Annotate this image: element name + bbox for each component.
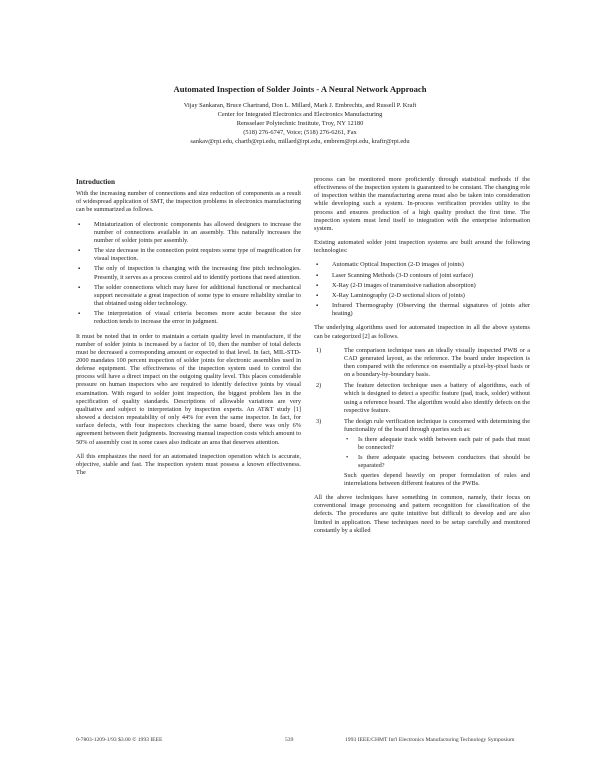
item-text: The design rule verification technique is concerned with determining the functionality of the board through queries such as: xyxy=(344,417,530,434)
list-item: ▪ Automatic Optical Inspection (2-D images of joints) xyxy=(314,261,530,269)
technique-list xyxy=(314,347,530,489)
list-item xyxy=(314,382,530,415)
list-item: ▪ X-Ray (2-D images of transmissive radiation absorption) xyxy=(314,282,530,290)
list-item: • Is there adequate spacing between conductors that should be separated? xyxy=(344,454,530,470)
item-text: Such queries depend heavily on proper formulation of rules and interrelations between different features of the PWBs. xyxy=(344,471,530,487)
affiliation: Center for Integrated Electronics and Electronics Manufacturing xyxy=(217,111,383,118)
list-item: ▪ The only of inspection is changing with the increasing fine pitch technologies. Presently, it serves as a process control aid to identify portions that need attention. xyxy=(76,265,301,281)
query-list xyxy=(344,436,530,470)
common-paragraph: All the above techniques have something in common, namely, their focus on conventional image processing and pattern recognition for classification of the defects. The procedures are quite intuitive but difficult to develop and are also limited in application. These techniques need to be setup carefully and monitored constantly by a skilled xyxy=(314,494,530,534)
intro-heading: Introduction xyxy=(76,178,116,186)
technology-list xyxy=(314,261,530,318)
item-number: 2) xyxy=(316,382,322,390)
technologies-intro: Existing automated solder joint inspection systems are built around the following technologies: xyxy=(314,239,530,255)
intro-paragraph: With the increasing number of connections and size reduction of components as a result of widespread application of SMT, the inspection problems in electronics manufacturing can be summarized as follows. xyxy=(76,190,301,214)
emphasis-paragraph: All this emphasizes the need for an automated inspection operation which is accurate, objective, stable and fast. The inspection system must possess a known effectiveness. The xyxy=(76,452,301,476)
left-column xyxy=(76,178,301,483)
quality-paragraph: It must be noted that in order to maintain a certain quality level in manufacture, if the number of solder joints is increased by a factor of 10, then the number of total defects must be decreased a corresponding amount or expected to that level. In fact, MIL-STD-2000 mandates 100 percent inspection of solder joints for electronic assemblies used in defense equipment. The effectiveness of the inspection system used to control the process will have a direct impact on the outgoing quality level. This places considerable pressure on human inspectors who are required to identify defective joints by visual examination. With regard to solder joint inspection, the biggest problem lies in the specification of quality standards. Descriptions of allowable variations are very qualitative and subject to interpretation by inspection experts. An AT&T study [1] showed a decision repeatability of only 44% for even the same inspector. In fact, for surface defects, with four inspectors checking the same board, there was only 6% agreement between their judgments. Increasing manual inspection costs which amount to 50% of assembly cost in some cases also indicate an area that deserves attention. xyxy=(76,332,301,446)
list-item: ▪ Laser Scanning Methods (3-D contours of joint surface) xyxy=(314,272,530,280)
item-text: The comparison technique uses an ideally visually inspected PWB or a CAD generated layout, as the reference. The board under inspection is then compared with the reference on essentially a pixel-by-pixel basis or on a boundary-by-boundary basis. xyxy=(344,346,530,379)
email-list: sankav@rpi.edu, chartb@rpi.edu, millard@rpi.edu, embrem@rpi.edu, kraftr@rpi.edu xyxy=(190,138,410,145)
item-number: 3) xyxy=(316,417,322,425)
list-item xyxy=(314,418,530,488)
item-number: 1) xyxy=(316,346,322,354)
process-paragraph: process can be monitored more proficiently through statistical methods if the effectiveness of the inspection system is guaranteed to be constant. The changing role of inspection within the manufacturing arena must also be taken into consideration while developing such a system. In-process verification provides utility to the process and ensures production of a high quality product the first time. The inspection system must lend itself to integration with the enterprise information system. xyxy=(314,176,530,232)
author-list: Vijay Sankaran, Bruce Chartrand, Don L. Millard, Mark J. Embrechts, and Russell P. Kraft xyxy=(183,102,417,109)
page-number: 539 xyxy=(285,737,294,743)
list-item: ▪ Infrared Thermography (Observing the thermal signatures of joints after heating) xyxy=(314,302,530,318)
list-item xyxy=(314,347,530,380)
list-item: ▪ X-Ray Laminography (2-D sectional slices of joints) xyxy=(314,292,530,300)
copyright-line: 0-7803-1209-1/93 $3.00 © 1993 IEEE xyxy=(76,737,163,743)
list-item: • Is there adequate track width between each pair of pads that must be connected? xyxy=(344,436,530,452)
right-column xyxy=(314,176,530,541)
symposium-name: 1993 IEEE/CHMT Int'l Electronics Manufacturing Technology Symposium xyxy=(345,737,515,743)
list-item: ▪ The interpretation of visual criteria becomes more acute because the size reduction tends to increase the error in judgment. xyxy=(76,310,301,326)
list-item: ▪ The solder connections which may have for additional functional or mechanical support necessitate a great inspection of some type to ensure reliability similar to that obtained using older technology. xyxy=(76,284,301,308)
algorithms-intro: The underlying algorithms used for automated inspection in all the above systems can be categorized [2] as follows. xyxy=(314,324,530,340)
phone-fax: (518) 276-6747, Voice; (518) 276-6261, Fax xyxy=(243,129,357,136)
list-item: ▪ Miniaturization of electronic components has allowed designers to increase the number of connections available in an assembly. This naturally increases the number of solder joints per assembly. xyxy=(76,221,301,245)
problem-list xyxy=(76,221,301,327)
item-text: The feature detection technique uses a battery of algorithms, each of which is designed to detect a specific feature (pad, track, solder) without using a reference board. The algorithm would also identify defects on the respective feature. xyxy=(344,382,530,414)
list-item: ▪ The size decrease in the connection point requires some type of magnification for visual inspection. xyxy=(76,247,301,263)
institution: Rensselaer Polytechnic Institute, Troy, NY 12180 xyxy=(236,120,364,127)
paper-title: Automated Inspection of Solder Joints - A Neural Network Approach xyxy=(173,84,427,94)
